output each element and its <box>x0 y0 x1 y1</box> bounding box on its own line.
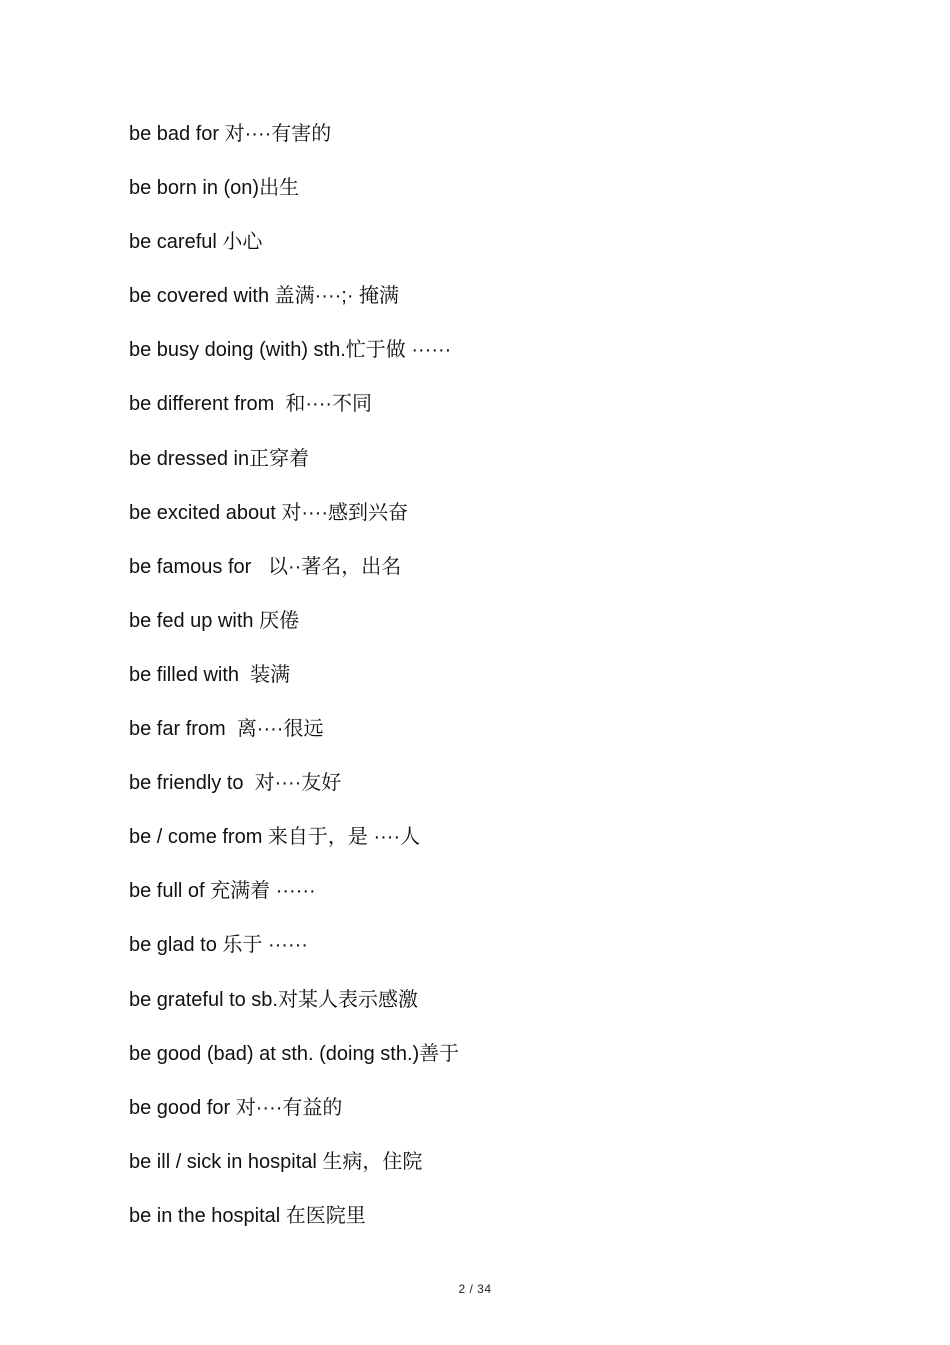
list-item: be good for 对····有益的 <box>129 1096 343 1119</box>
list-item: be careful 小心 <box>129 231 263 254</box>
list-item: be in the hospital 在医院里 <box>129 1204 366 1227</box>
list-item: be full of 充满着 ······ <box>129 880 316 903</box>
list-item: be good (bad) at sth. (doing sth.)善于 <box>129 1042 460 1065</box>
page-number: 2 / 34 <box>458 1282 492 1296</box>
list-item: be glad to 乐于 ······ <box>129 934 308 957</box>
list-item: be / come from 来自于，是 ····人 <box>129 826 421 849</box>
list-item: be filled with 装满 <box>129 663 291 686</box>
phrase-list <box>129 118 829 1254</box>
list-item: be covered with 盖满····;· 掩满 <box>129 285 400 308</box>
list-item: be far from 离····很远 <box>129 718 324 741</box>
list-item: be dressed in正穿着 <box>129 447 310 470</box>
list-item: be fed up with 厌倦 <box>129 609 300 632</box>
list-item: be famous for 以··著名，出名 <box>129 555 402 578</box>
list-item: be born in (on)出生 <box>129 177 300 200</box>
list-item: be excited about 对····感到兴奋 <box>129 501 408 524</box>
list-item: be different from 和····不同 <box>129 393 373 416</box>
list-item: be friendly to 对····友好 <box>129 772 342 795</box>
list-item: be grateful to sb.对某人表示感激 <box>129 988 418 1011</box>
list-item: be ill / sick in hospital 生病，住院 <box>129 1150 423 1173</box>
list-item: be bad for 对····有害的 <box>129 123 332 145</box>
list-item: be busy doing (with) sth.忙于做 ······ <box>129 339 452 362</box>
